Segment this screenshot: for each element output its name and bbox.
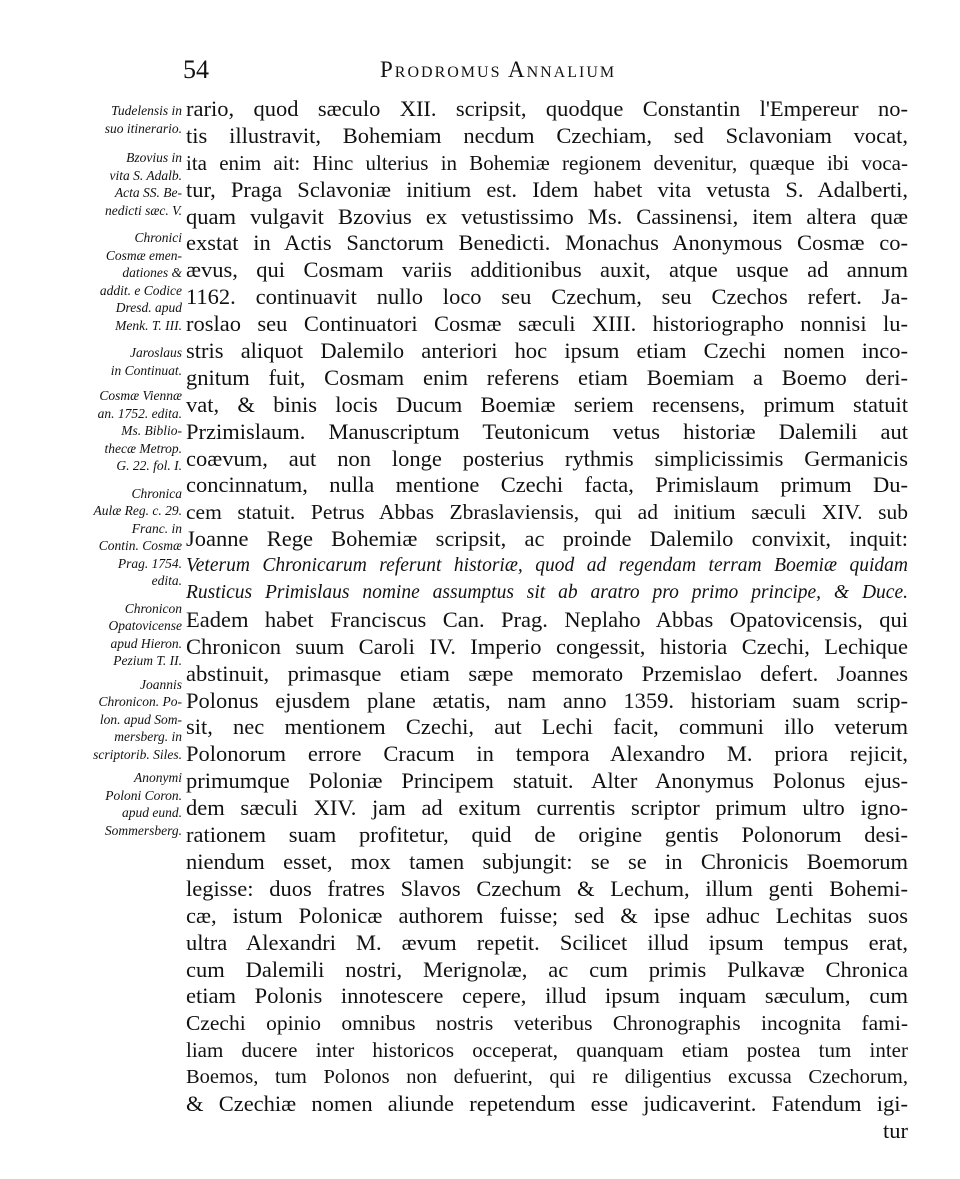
margin-note: Chronici Cosmæ emen- dationes & addit. e Codice Dresd. apud Menk. T. III.	[99, 230, 182, 333]
text-line: Joanne Rege Bohemiæ scripsit, ac proinde Dalemilo convixit, inquit:	[186, 526, 908, 552]
text-line: vat, & binis locis Ducum Boemiæ seriem recensens, primum statuit	[186, 391, 908, 417]
text-line: Chronicon suum Caroli IV. Imperio congessit, historia Czechi, Lechique	[186, 633, 908, 659]
text-line: gnitum fuit, Cosmam enim referens etiam Boemiam a Boemo deri-	[186, 364, 908, 390]
running-title: Prodromus Annalium	[380, 57, 617, 82]
margin-note: Jaroslaus in Continuat.	[110, 345, 182, 378]
margin-note: Anonymi Poloni Coron. apud eund. Sommersberg.	[104, 770, 182, 838]
text-line: rationem suam profitetur, quid de origine gentis Polonorum desi-	[186, 822, 908, 848]
text-line: dem sæculi XIV. jam ad exitum currentis scriptor primum ultro igno-	[186, 795, 908, 821]
text-line: concinnatum, nulla mentione Czechi facta, Primislaum primum Du-	[186, 472, 908, 498]
text-line: abstinuit, primasque etiam sæpe memorato Przemislao defert. Joannes	[186, 660, 908, 686]
text-line: ævus, qui Cosmam variis additionibus auxit, atque usque ad annum	[186, 257, 908, 283]
margin-note: Chronicon Opatovicense apud Hieron. Pezium T. II.	[108, 600, 182, 668]
text-line: Polonus ejusdem plane ætatis, nam anno 1359. historiam suam scrip-	[186, 687, 908, 713]
text-line: liam ducere inter historicos occeperat, quanquam etiam postea tum inter	[186, 1038, 908, 1063]
text-line: ita enim ait: Hinc ulterius in Bohemiæ regionem devenitur, quæque ibi voca-	[186, 150, 908, 175]
margin-note: Tudelensis in suo itinerario.	[104, 103, 182, 136]
text-line: niendum esset, mox tamen subjungit: se se in Chronicis Boemorum	[186, 848, 908, 874]
text-line: sit, nec mentionem Czechi, aut Lechi facit, communi illo veterum	[186, 714, 908, 740]
text-line: 1162. continuavit nullo loco seu Czechum, seu Czechos refert. Ja-	[186, 284, 908, 310]
text-line: tis illustravit, Bohemiam necdum Czechiam, sed Sclavoniam vocat,	[186, 122, 908, 148]
text-line: ultra Alexandri M. ævum repetit. Scilicet illud ipsum tempus erat,	[186, 929, 908, 955]
catchword: tur	[883, 1117, 908, 1143]
text-line: etiam Polonis innotescere cepere, illud ipsum inquam sæculum, cum	[186, 983, 908, 1009]
text-line: coævum, aut non longe posterius rythmis simplicissimis Germanicis	[186, 445, 908, 471]
text-line: exstat in Actis Sanctorum Benedicti. Monachus Anonymous Cosmæ co-	[186, 230, 908, 256]
text-line: rario, quod sæculo XII. scripsit, quodque Constantin l'Empereur no-	[186, 96, 908, 121]
margin-note: Chronica Aulæ Reg. c. 29. Franc. in Contin. Cosmæ Prag. 1754. edita.	[93, 485, 182, 588]
text-line: stris aliquot Dalemilo anteriori hoc ipsum etiam Czechi nomen inco-	[186, 338, 908, 364]
margin-note: Joannis Chronicon. Po- lon. apud Som- mersberg. in scriptorib. Siles.	[93, 676, 182, 762]
text-line: cem statuit. Petrus Abbas Zbraslaviensis, qui ad initium sæculi XIV. sub	[186, 500, 908, 525]
text-line: roslao seu Continuatori Cosmæ sæculi XIII. historiographo nonnisi lu-	[186, 311, 908, 337]
text-line: tur, Praga Sclavoniæ initium est. Idem habet vita vetusta S. Adalberti,	[186, 176, 908, 202]
margin-notes	[62, 102, 182, 839]
text-line: quam vulgavit Bzovius ex vetustissimo Ms. Cassinensi, item altera quæ	[186, 203, 908, 229]
text-line-italic: Rusticus Primislaus nomine assumptus sit ab aratro pro primo principe, & Duce.	[186, 582, 908, 604]
page-header	[0, 55, 960, 95]
text-line: Przimislaum. Manuscriptum Teutonicum vetus historiæ Dalemili aut	[186, 418, 908, 444]
text-line-italic: Veterum Chronicarum referunt historiæ, quod ad regendam terram Boemiæ quidam	[186, 555, 908, 577]
text-line: cum Dalemili nostri, Merignolæ, ac cum primis Pulkavæ Chronica	[186, 956, 908, 982]
text-line: cæ, istum Polonicæ authorem fuisse; sed & ipse adhuc Lechitas suos	[186, 902, 908, 928]
margin-note: Cosmæ Viennæ an. 1752. edita. Ms. Biblio- thecæ Metrop. G. 22. fol. I.	[97, 388, 182, 473]
text-line: Boemos, tum Polonos non defuerint, qui re diligentius excussa Czechorum,	[186, 1066, 908, 1089]
margin-note: Bzovius in vita S. Adalb. Acta SS. Be- nedicti sæc. V.	[105, 150, 182, 218]
text-line: Eadem habet Franciscus Can. Prag. Neplaho Abbas Opatovicensis, qui	[186, 606, 908, 632]
page-number: 54	[183, 55, 209, 84]
text-line: Czechi opinio omnibus nostris veteribus Chronographis incognita fami-	[186, 1011, 908, 1036]
main-text	[186, 96, 908, 1145]
text-line: legisse: duos fratres Slavos Czechum & Lechum, illum genti Bohemi-	[186, 875, 908, 901]
text-line: & Czechiæ nomen aliunde repetendum esse judicaverint. Fatendum igi-	[186, 1090, 908, 1116]
text-line: Polonorum errore Cracum in tempora Alexandro M. priora rejicit,	[186, 741, 908, 767]
text-line: primumque Poloniæ Principem statuit. Alter Anonymus Polonus ejus-	[186, 768, 908, 794]
